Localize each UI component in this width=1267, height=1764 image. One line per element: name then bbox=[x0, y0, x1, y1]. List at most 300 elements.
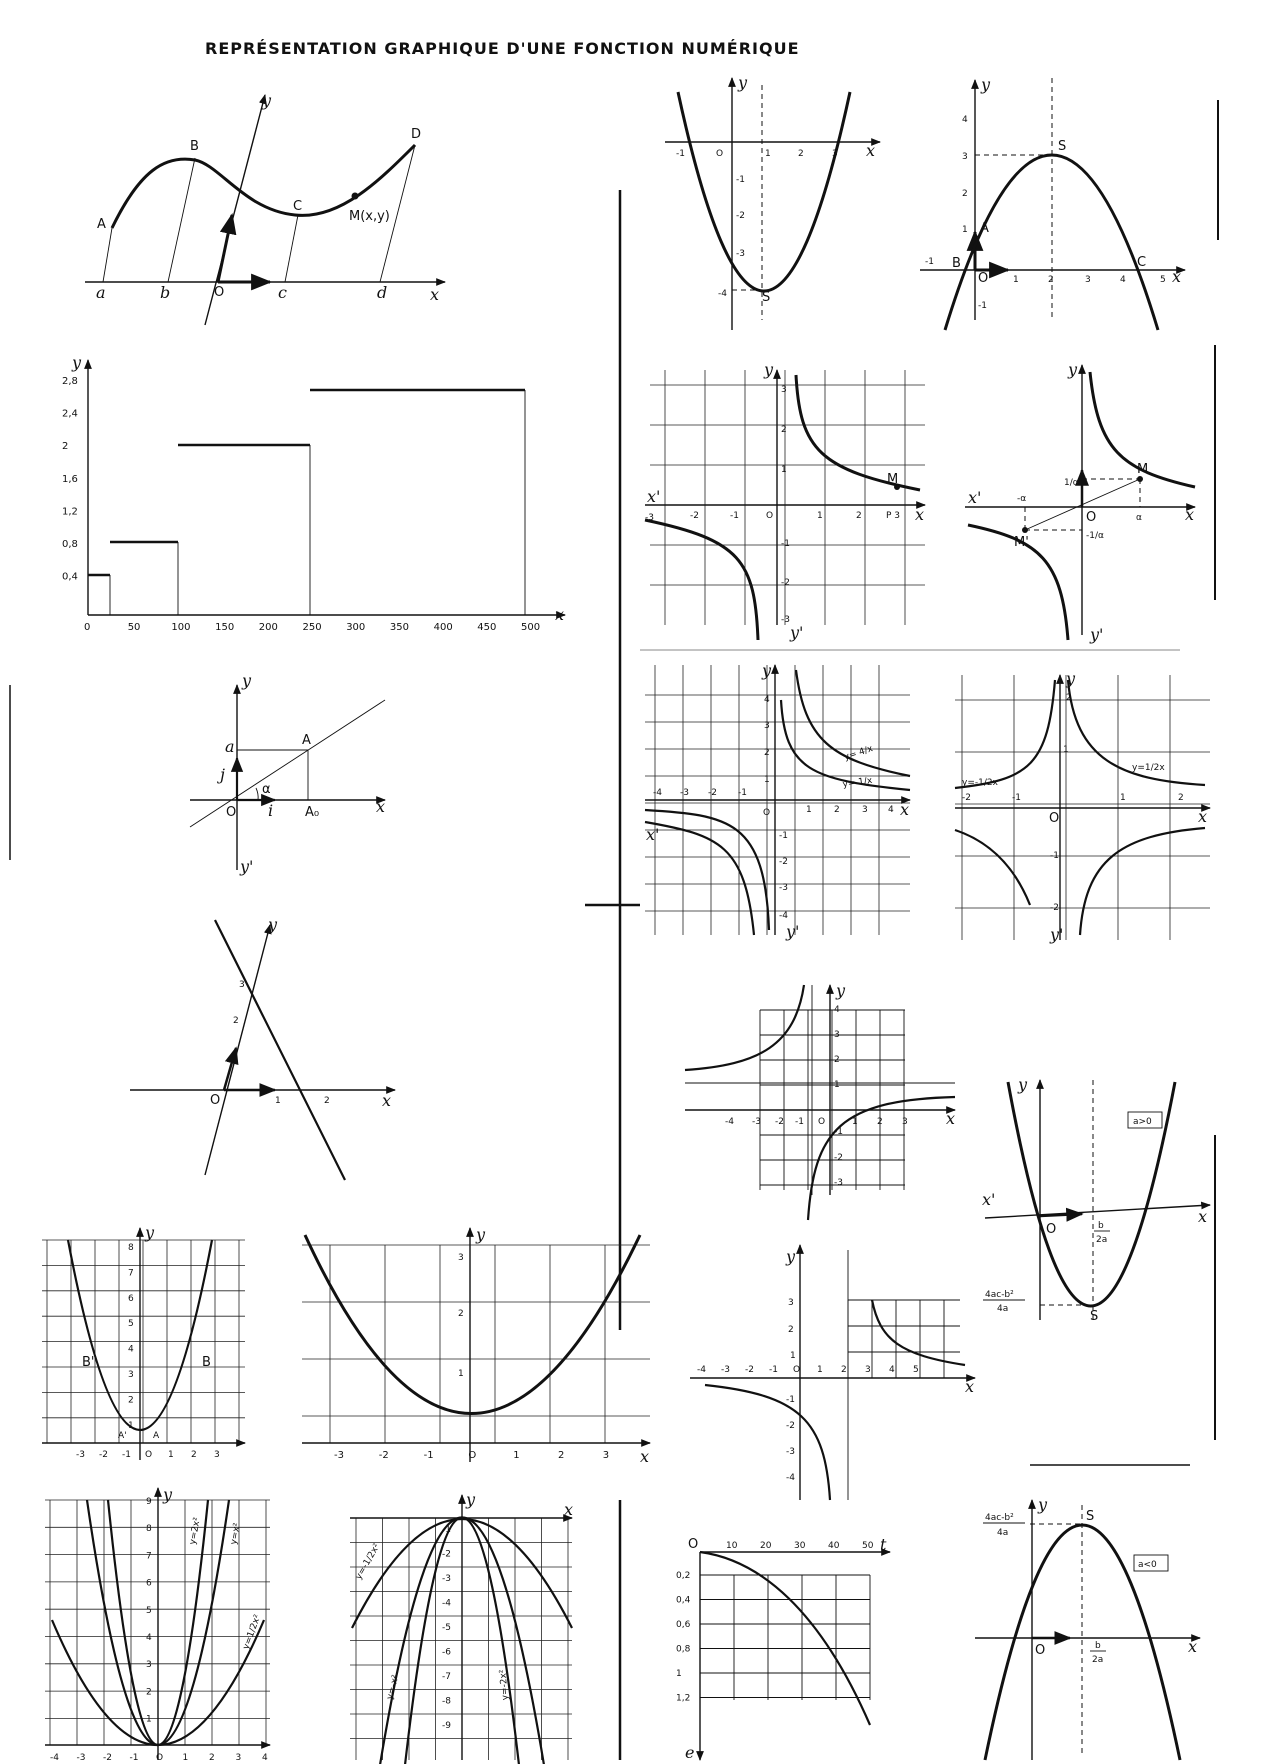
svg-text:y: y bbox=[1038, 1495, 1048, 1514]
svg-text:y: y bbox=[72, 353, 82, 372]
svg-text:x: x bbox=[640, 1447, 650, 1466]
svg-text:α: α bbox=[262, 782, 271, 797]
tick-label: 5 bbox=[913, 1365, 919, 1375]
tick-label: 0,2 bbox=[676, 1571, 691, 1581]
svg-text:1: 1 bbox=[806, 805, 812, 815]
svg-text:y=-2x²: y=-2x² bbox=[498, 1669, 511, 1701]
tick-b: b bbox=[160, 283, 171, 302]
svg-text:y=-1/2x²: y=-1/2x² bbox=[353, 1542, 383, 1582]
tick-label: 2 bbox=[558, 1450, 565, 1461]
svg-text:2a: 2a bbox=[1092, 1655, 1104, 1665]
tick-label: O bbox=[793, 1365, 801, 1375]
tick-label: 1 bbox=[128, 1420, 134, 1431]
svg-text:2: 2 bbox=[788, 1325, 794, 1335]
svg-text:x: x bbox=[382, 1091, 392, 1110]
svg-text:y: y bbox=[476, 1225, 486, 1244]
svg-text:S: S bbox=[1090, 1309, 1099, 1324]
svg-text:-2: -2 bbox=[708, 788, 717, 798]
svg-text:y: y bbox=[242, 671, 252, 690]
svg-text:O: O bbox=[763, 808, 771, 818]
branch-left bbox=[705, 1385, 830, 1500]
svg-text:O: O bbox=[818, 1117, 826, 1127]
svg-text:-1/α: -1/α bbox=[1086, 531, 1104, 541]
svg-text:-3: -3 bbox=[736, 249, 745, 259]
svg-text:-2: -2 bbox=[786, 1421, 795, 1431]
svg-text:-3: -3 bbox=[834, 1178, 843, 1188]
branch-left bbox=[685, 985, 804, 1070]
svg-text:4: 4 bbox=[1120, 275, 1126, 285]
svg-text:1: 1 bbox=[790, 1351, 796, 1361]
tick-label: 3 bbox=[865, 1365, 871, 1375]
svg-text:-4: -4 bbox=[786, 1473, 795, 1483]
svg-text:y=1/2x: y=1/2x bbox=[1132, 763, 1165, 773]
svg-text:O: O bbox=[688, 1537, 699, 1552]
svg-text:y: y bbox=[145, 1223, 155, 1242]
fig-falling-body bbox=[676, 1535, 890, 1762]
svg-text:-2: -2 bbox=[690, 511, 699, 521]
tick-label: 3 bbox=[602, 1450, 610, 1461]
tick-label: -1 bbox=[442, 1525, 451, 1535]
svg-text:B: B bbox=[202, 1355, 211, 1370]
svg-text:1: 1 bbox=[1013, 275, 1019, 285]
tick-label: 50 bbox=[127, 622, 141, 633]
fig-parabola-max bbox=[920, 75, 1185, 330]
branch-pos-left bbox=[955, 830, 1030, 905]
tick-label: 1 bbox=[168, 1450, 174, 1460]
svg-text:A: A bbox=[980, 221, 989, 236]
svg-text:-2: -2 bbox=[781, 578, 790, 588]
svg-text:A': A' bbox=[118, 1431, 127, 1441]
tick-label: O bbox=[156, 1753, 164, 1763]
svg-text:2: 2 bbox=[324, 1096, 330, 1106]
parabola bbox=[678, 92, 850, 291]
tick-label: -6 bbox=[442, 1647, 451, 1658]
tick-label: 1,6 bbox=[62, 473, 78, 485]
tick-label: 1 bbox=[676, 1669, 682, 1679]
tick-label: 100 bbox=[171, 622, 191, 633]
svg-text:3: 3 bbox=[458, 1253, 464, 1263]
svg-text:2: 2 bbox=[458, 1309, 464, 1319]
tick-label: 3 bbox=[146, 1660, 152, 1671]
tick-label: 20 bbox=[760, 1541, 772, 1551]
fig-parabola-family-negative bbox=[350, 1490, 573, 1764]
svg-text:-3: -3 bbox=[645, 513, 654, 523]
svg-text:1: 1 bbox=[764, 775, 770, 785]
svg-text:O: O bbox=[978, 271, 989, 286]
tick-label: 2,4 bbox=[62, 408, 78, 420]
svg-text:y: y bbox=[762, 661, 772, 680]
svg-text:y': y' bbox=[786, 922, 800, 941]
tick-label: 150 bbox=[215, 622, 235, 633]
parabola bbox=[305, 1235, 640, 1414]
tick-label: 4 bbox=[889, 1365, 895, 1375]
svg-text:5: 5 bbox=[1160, 275, 1166, 285]
tick-label: 6 bbox=[146, 1578, 152, 1589]
svg-text:-1: -1 bbox=[834, 1127, 843, 1137]
svg-text:2: 2 bbox=[798, 149, 804, 159]
svg-text:x': x' bbox=[647, 487, 661, 506]
tick-label: 1 bbox=[146, 1714, 152, 1725]
svg-text:2: 2 bbox=[1066, 693, 1072, 703]
tick-label: -2 bbox=[745, 1365, 754, 1375]
svg-text:x: x bbox=[965, 1377, 975, 1396]
svg-text:-3: -3 bbox=[680, 788, 689, 798]
tick-label: 7 bbox=[128, 1268, 134, 1279]
tick-label: -1 bbox=[769, 1365, 778, 1375]
svg-text:x: x bbox=[946, 1109, 956, 1128]
tick-label: -2 bbox=[103, 1753, 112, 1763]
branch-4-left bbox=[645, 822, 754, 935]
tick-label: 9 bbox=[146, 1497, 152, 1507]
tick-label: 350 bbox=[389, 622, 409, 633]
svg-text:y=1/2x²: y=1/2x² bbox=[241, 1613, 264, 1652]
tick-label: -2 bbox=[99, 1450, 108, 1460]
tick-label: -3 bbox=[76, 1753, 86, 1763]
svg-text:S: S bbox=[1058, 139, 1067, 154]
svg-text:3: 3 bbox=[862, 805, 868, 815]
tick-label: 0,8 bbox=[62, 539, 78, 550]
origin-label: O bbox=[214, 285, 225, 300]
svg-text:-3: -3 bbox=[752, 1117, 761, 1127]
tick-label: -5 bbox=[442, 1623, 451, 1633]
svg-text:-3: -3 bbox=[779, 883, 788, 893]
tick-label: -3 bbox=[721, 1365, 730, 1375]
svg-text:-1: -1 bbox=[781, 539, 790, 549]
tick-label: 5 bbox=[128, 1319, 134, 1330]
tick-label: 0,4 bbox=[62, 571, 78, 583]
svg-text:3: 3 bbox=[1085, 275, 1091, 285]
svg-text:-1: -1 bbox=[676, 149, 685, 159]
svg-text:3: 3 bbox=[788, 1298, 794, 1308]
svg-text:1: 1 bbox=[275, 1096, 281, 1106]
svg-text:-1: -1 bbox=[795, 1117, 804, 1127]
svg-text:x: x bbox=[1185, 505, 1195, 524]
svg-text:O: O bbox=[716, 149, 724, 159]
j-vector bbox=[218, 215, 232, 282]
svg-text:t: t bbox=[880, 1535, 887, 1554]
tick-label: 200 bbox=[258, 622, 278, 633]
tick-a: a bbox=[96, 283, 106, 302]
svg-text:-2: -2 bbox=[1050, 903, 1059, 913]
tick-c: c bbox=[278, 283, 287, 302]
svg-text:3: 3 bbox=[834, 1030, 840, 1040]
fig-hyperbola-shifted bbox=[685, 981, 955, 1220]
tick-label: 400 bbox=[433, 622, 453, 633]
svg-text:y: y bbox=[466, 1490, 476, 1509]
svg-text:y: y bbox=[764, 360, 774, 379]
svg-text:4: 4 bbox=[888, 805, 894, 815]
tick-label: 500 bbox=[521, 622, 541, 633]
svg-text:1: 1 bbox=[852, 1117, 858, 1127]
point-c-label: C bbox=[293, 199, 303, 214]
tick-label: -4 bbox=[50, 1753, 59, 1763]
svg-text:x': x' bbox=[968, 488, 982, 507]
svg-text:4: 4 bbox=[962, 115, 968, 125]
svg-text:2: 2 bbox=[856, 511, 862, 521]
page-title: REPRÉSENTATION GRAPHIQUE D'UNE FONCTION NUMÉRIQUE bbox=[205, 39, 800, 58]
tick-label: 3 bbox=[235, 1753, 242, 1763]
tick-label: 2 bbox=[62, 441, 69, 453]
tick-label: 30 bbox=[794, 1541, 806, 1551]
fig-hyperbola-symmetry bbox=[965, 360, 1195, 644]
point-d-label: D bbox=[411, 127, 422, 142]
svg-text:y= 1/x: y= 1/x bbox=[842, 775, 873, 790]
svg-text:y= 4/x: y= 4/x bbox=[842, 744, 875, 763]
tick-label: 6 bbox=[128, 1293, 134, 1304]
tick-label: 1 bbox=[182, 1753, 189, 1763]
tick-label: -3 bbox=[442, 1574, 451, 1584]
branch-right bbox=[796, 375, 920, 490]
fig-parabola-a-negative bbox=[975, 1495, 1200, 1760]
svg-text:x: x bbox=[555, 605, 565, 624]
svg-text:y': y' bbox=[1090, 625, 1104, 644]
svg-text:-4: -4 bbox=[718, 289, 727, 299]
svg-text:O: O bbox=[1046, 1222, 1057, 1237]
svg-text:O: O bbox=[766, 511, 774, 521]
fig-hyperbolas-half bbox=[955, 669, 1210, 944]
tick-label: 2 bbox=[209, 1753, 215, 1763]
branch-neg-left bbox=[955, 680, 1055, 788]
svg-text:O: O bbox=[1035, 1643, 1046, 1658]
svg-text:M: M bbox=[887, 472, 899, 487]
tick-label: -7 bbox=[442, 1672, 451, 1682]
svg-text:4a: 4a bbox=[997, 1304, 1009, 1314]
svg-text:3: 3 bbox=[239, 980, 245, 990]
tick-label: O bbox=[145, 1450, 153, 1460]
svg-text:-1: -1 bbox=[779, 831, 788, 841]
tick-label: -1 bbox=[129, 1753, 139, 1763]
svg-text:O: O bbox=[1049, 811, 1060, 826]
tick-label: -2 bbox=[378, 1450, 389, 1461]
tick-label: 4 bbox=[146, 1633, 152, 1643]
svg-text:A: A bbox=[153, 1431, 160, 1441]
svg-text:1: 1 bbox=[458, 1369, 464, 1379]
tick-label: 0,6 bbox=[676, 1620, 691, 1630]
svg-text:α: α bbox=[1136, 513, 1142, 523]
svg-text:O: O bbox=[1086, 510, 1097, 525]
svg-text:-2: -2 bbox=[779, 857, 788, 867]
svg-text:-2: -2 bbox=[736, 211, 745, 221]
svg-text:x: x bbox=[900, 800, 910, 819]
svg-text:x: x bbox=[1188, 1637, 1198, 1656]
svg-text:1: 1 bbox=[1063, 745, 1069, 755]
tick-d: d bbox=[377, 283, 388, 302]
svg-text:P 3: P 3 bbox=[886, 511, 901, 521]
tick-label: 4 bbox=[262, 1753, 268, 1763]
parabola bbox=[1008, 1082, 1175, 1306]
branch-neg-right bbox=[1080, 828, 1205, 935]
tick-label: 2 bbox=[191, 1450, 197, 1460]
tick-label: 250 bbox=[302, 622, 322, 633]
svg-text:x: x bbox=[1198, 807, 1208, 826]
svg-text:-3: -3 bbox=[781, 615, 790, 625]
svg-text:y: y bbox=[836, 981, 846, 1000]
point-m-label: M(x,y) bbox=[349, 209, 390, 224]
tick-label: 0 bbox=[84, 622, 91, 633]
svg-text:1: 1 bbox=[1120, 793, 1126, 803]
svg-text:B': B' bbox=[82, 1355, 95, 1370]
tick-label: 0,8 bbox=[676, 1644, 691, 1655]
svg-text:4: 4 bbox=[764, 695, 770, 705]
svg-text:j: j bbox=[220, 765, 225, 784]
svg-text:i: i bbox=[268, 801, 274, 820]
svg-text:x: x bbox=[376, 797, 386, 816]
tick-label: 4 bbox=[128, 1344, 134, 1355]
tick-label: 2,8 bbox=[62, 376, 78, 387]
svg-text:y: y bbox=[738, 73, 748, 92]
tick-label: -2 bbox=[442, 1549, 451, 1560]
tick-label: 2 bbox=[128, 1395, 134, 1406]
svg-text:b: b bbox=[1095, 1641, 1101, 1651]
svg-text:x': x' bbox=[646, 825, 660, 844]
svg-text:-1: -1 bbox=[730, 511, 739, 521]
svg-text:3: 3 bbox=[832, 149, 838, 159]
branch-right bbox=[872, 1300, 965, 1365]
tick-label: 2 bbox=[146, 1687, 152, 1698]
svg-text:O: O bbox=[210, 1093, 221, 1108]
svg-text:-4: -4 bbox=[725, 1117, 734, 1127]
svg-text:1: 1 bbox=[765, 149, 771, 159]
svg-text:A₀: A₀ bbox=[305, 805, 320, 820]
fig-parabola-min bbox=[665, 73, 880, 330]
tick-label: 2 bbox=[841, 1365, 847, 1375]
svg-text:2: 2 bbox=[834, 805, 840, 815]
svg-text:-1: -1 bbox=[978, 301, 987, 311]
svg-text:2: 2 bbox=[877, 1117, 883, 1127]
fig-parabola-family bbox=[45, 1485, 270, 1763]
tick-label: 40 bbox=[828, 1541, 840, 1551]
svg-text:y=x²: y=x² bbox=[229, 1522, 243, 1546]
fig-line-decreasing bbox=[130, 915, 395, 1180]
svg-text:a: a bbox=[225, 737, 235, 756]
svg-text:S: S bbox=[1086, 1509, 1095, 1524]
svg-text:-3: -3 bbox=[786, 1447, 795, 1457]
svg-text:y=2x²: y=2x² bbox=[188, 1516, 203, 1546]
svg-text:B: B bbox=[952, 256, 961, 271]
svg-text:x: x bbox=[866, 141, 876, 160]
curve bbox=[700, 1552, 870, 1725]
svg-text:3: 3 bbox=[902, 1117, 908, 1127]
tick-label: 10 bbox=[726, 1541, 738, 1551]
tick-label: 300 bbox=[346, 622, 366, 633]
fig-parabola-wide bbox=[302, 1225, 650, 1466]
y-label: y bbox=[262, 91, 272, 110]
tick-label: -3 bbox=[334, 1450, 344, 1461]
svg-text:x: x bbox=[915, 505, 925, 524]
svg-text:2: 2 bbox=[1048, 275, 1054, 285]
svg-text:x: x bbox=[564, 1500, 574, 1519]
panel-separators bbox=[10, 100, 1218, 1760]
point-b-label: B bbox=[190, 139, 199, 154]
tick-label: -1 bbox=[423, 1450, 434, 1461]
svg-text:y=-1/2x: y=-1/2x bbox=[962, 778, 998, 788]
fig-line-vectors bbox=[190, 671, 385, 876]
fig-parabola-x2 bbox=[42, 1223, 245, 1460]
fig-hyperbolas-4-1 bbox=[645, 661, 910, 941]
tick-label: 1 bbox=[817, 1365, 823, 1375]
tick-label: -4 bbox=[442, 1598, 451, 1609]
svg-text:x: x bbox=[1198, 1207, 1208, 1226]
tick-label: -3 bbox=[76, 1450, 85, 1460]
svg-text:a>0: a>0 bbox=[1133, 1117, 1152, 1127]
svg-text:2: 2 bbox=[962, 189, 968, 199]
tick-label: 1,2 bbox=[676, 1693, 691, 1704]
svg-text:-1: -1 bbox=[925, 257, 934, 267]
svg-text:x: x bbox=[1172, 267, 1182, 286]
svg-text:y': y' bbox=[240, 857, 254, 876]
svg-text:3: 3 bbox=[781, 385, 787, 395]
svg-text:-2: -2 bbox=[775, 1117, 784, 1127]
svg-text:M': M' bbox=[1014, 535, 1029, 550]
tick-label: 50 bbox=[862, 1541, 874, 1551]
svg-text:1: 1 bbox=[962, 225, 968, 235]
fig-parabola-a-positive bbox=[982, 1075, 1210, 1324]
x-label: x bbox=[430, 285, 440, 304]
svg-text:y: y bbox=[1068, 360, 1078, 379]
tick-label: -1 bbox=[122, 1450, 131, 1460]
tick-label: 3 bbox=[128, 1370, 134, 1380]
fig-generic-curve bbox=[85, 91, 445, 325]
tick-label: 5 bbox=[146, 1605, 152, 1616]
branch-1-right bbox=[781, 700, 910, 790]
svg-text:-2: -2 bbox=[962, 793, 971, 803]
svg-text:y: y bbox=[981, 75, 991, 94]
fig-hyperbola-grid bbox=[645, 360, 925, 642]
svg-text:-4: -4 bbox=[779, 911, 788, 921]
tick-label: -4 bbox=[697, 1365, 706, 1375]
svg-text:y: y bbox=[268, 915, 278, 934]
svg-text:b: b bbox=[1098, 1221, 1104, 1231]
branch-left bbox=[645, 520, 758, 640]
fig-step-function bbox=[62, 353, 565, 633]
svg-text:a<0: a<0 bbox=[1138, 1560, 1157, 1570]
svg-text:-1: -1 bbox=[786, 1395, 795, 1405]
svg-text:1: 1 bbox=[781, 465, 787, 475]
svg-text:2: 2 bbox=[1178, 793, 1184, 803]
tick-label: O bbox=[468, 1450, 477, 1461]
tick-label: 1 bbox=[513, 1450, 520, 1461]
svg-text:4ac-b²: 4ac-b² bbox=[985, 1290, 1014, 1300]
svg-text:y=-x²: y=-x² bbox=[385, 1673, 402, 1701]
tick-label: 1,2 bbox=[62, 506, 78, 518]
svg-text:-2: -2 bbox=[834, 1153, 843, 1163]
tick-label: -9 bbox=[442, 1721, 451, 1731]
svg-text:2: 2 bbox=[781, 425, 787, 435]
tick-label: -8 bbox=[442, 1696, 451, 1707]
svg-text:-α: -α bbox=[1017, 494, 1027, 504]
svg-text:y': y' bbox=[790, 623, 804, 642]
svg-text:O: O bbox=[226, 805, 237, 820]
svg-text:-1: -1 bbox=[736, 175, 745, 185]
svg-text:-1: -1 bbox=[1012, 793, 1021, 803]
svg-text:-4: -4 bbox=[653, 788, 662, 798]
tick-label: 8 bbox=[146, 1524, 152, 1535]
svg-text:2a: 2a bbox=[1096, 1235, 1108, 1245]
tick-label: 450 bbox=[477, 622, 497, 633]
svg-text:y: y bbox=[163, 1485, 173, 1504]
svg-text:y: y bbox=[1018, 1075, 1028, 1094]
svg-text:1: 1 bbox=[834, 1080, 840, 1090]
svg-text:2: 2 bbox=[764, 748, 770, 758]
svg-text:4ac-b²: 4ac-b² bbox=[985, 1513, 1014, 1523]
svg-text:y: y bbox=[1066, 669, 1076, 688]
fig-hyperbola-right bbox=[690, 1245, 975, 1500]
svg-text:1: 1 bbox=[817, 511, 823, 521]
tick-label: 8 bbox=[128, 1243, 134, 1253]
vertex-label: S bbox=[762, 290, 771, 305]
tick-label: 7 bbox=[146, 1551, 152, 1562]
svg-text:1/α: 1/α bbox=[1064, 478, 1079, 488]
